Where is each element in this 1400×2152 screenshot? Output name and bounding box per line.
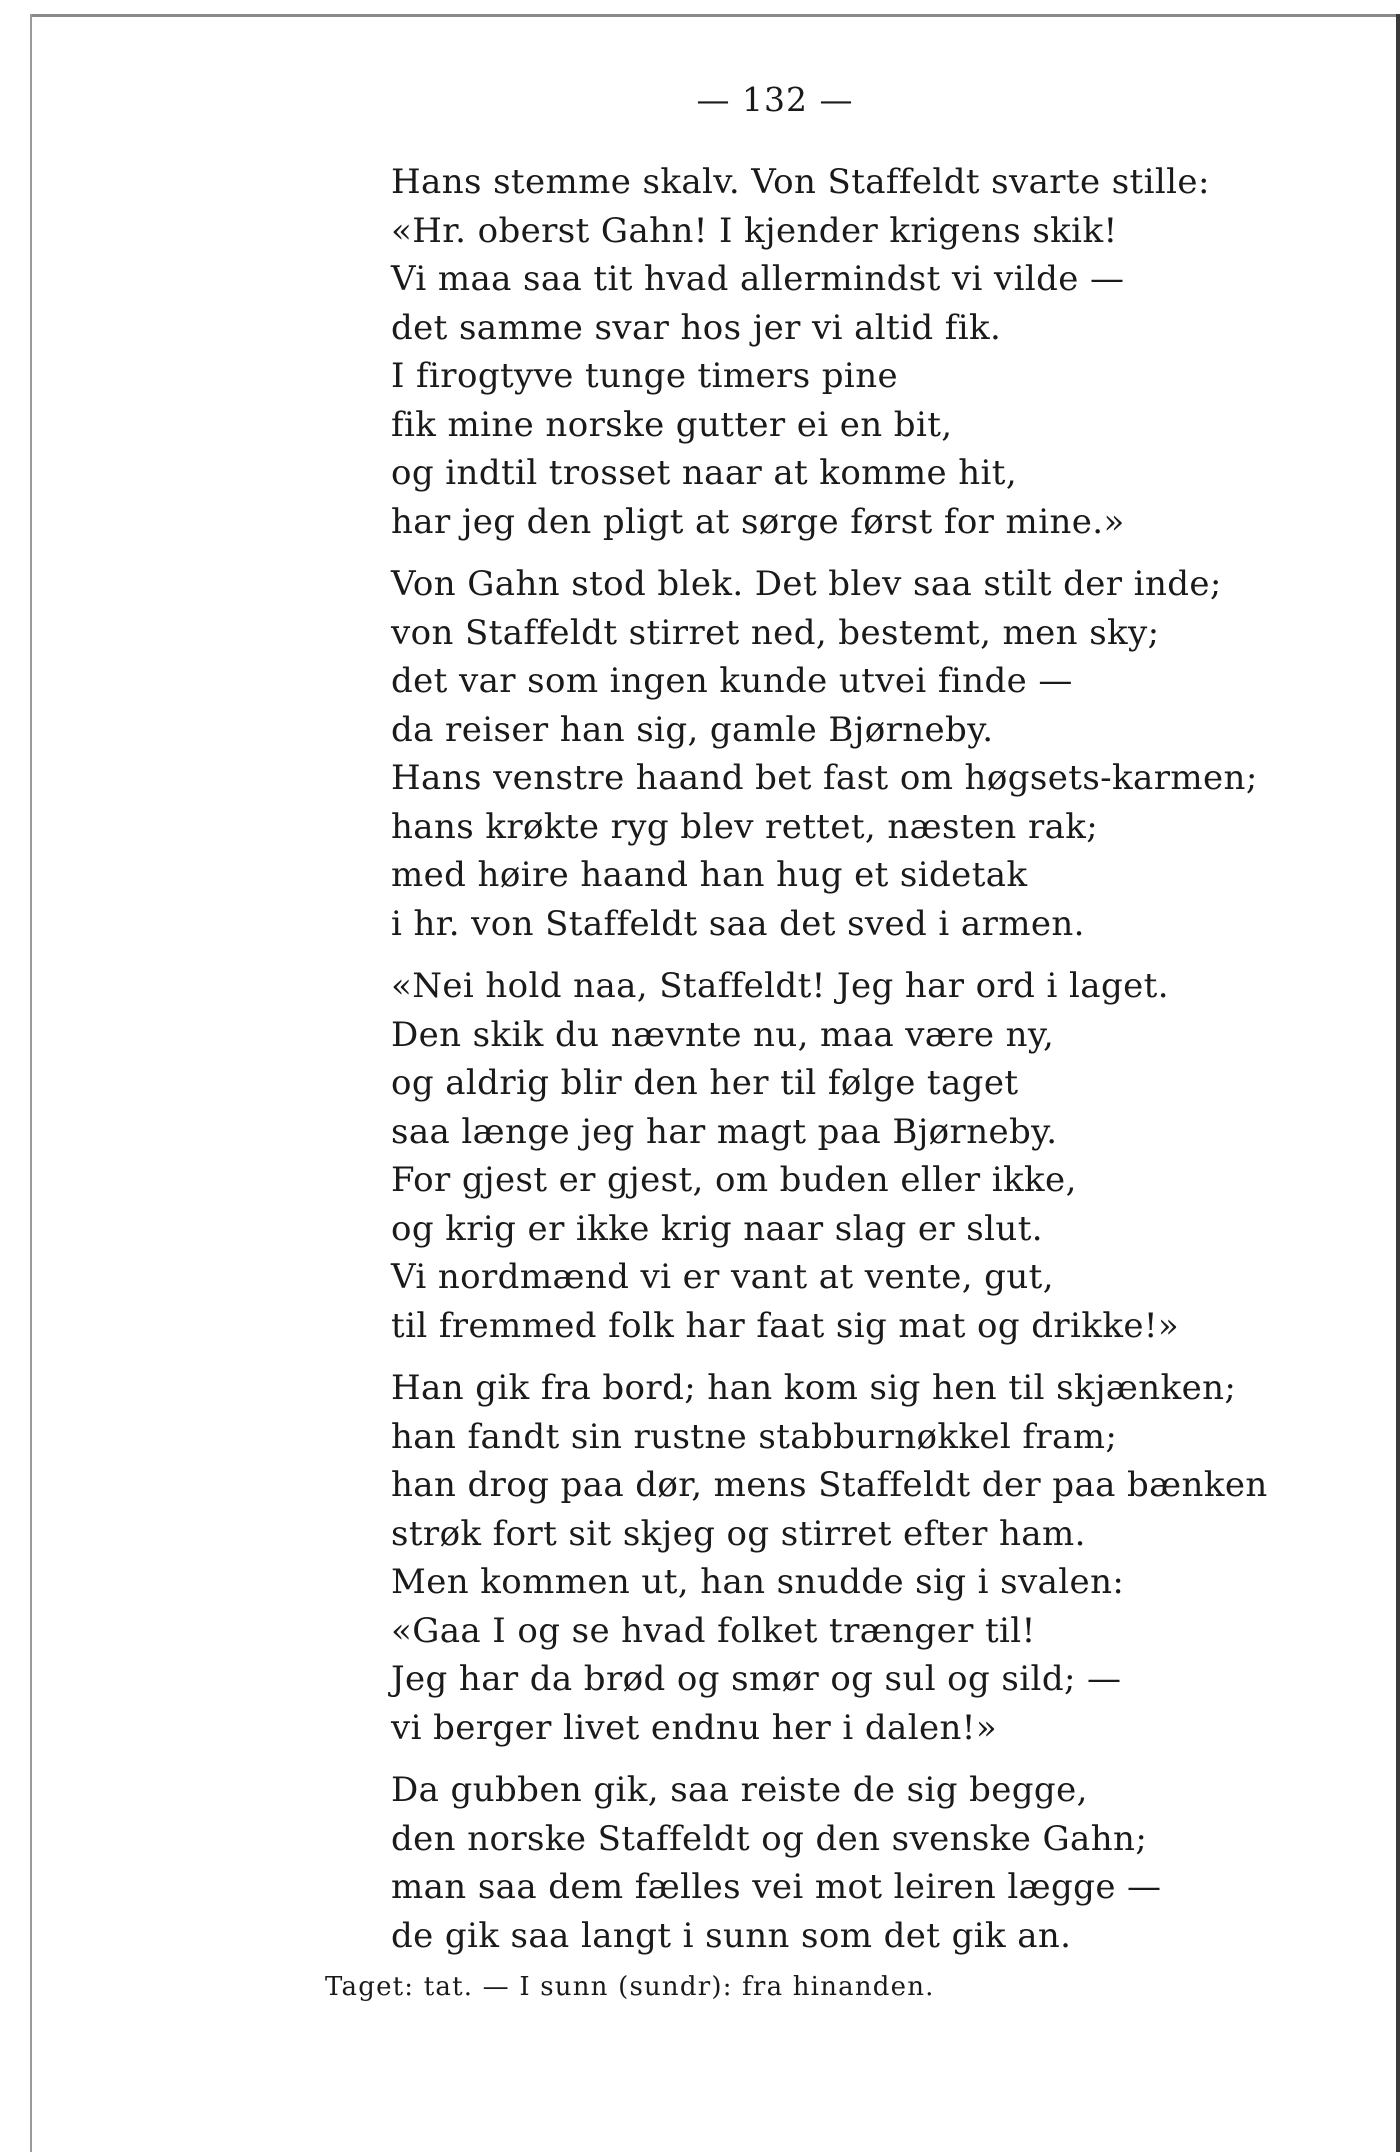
poem-line: saa længe jeg har magt paa Bjørneby. <box>391 1111 1058 1152</box>
poem-line: man saa dem fælles vei mot leiren lægge — <box>391 1867 1162 1907</box>
poem-line: Den skik du nævnte nu, maa være ny, <box>391 1014 1055 1055</box>
poem <box>391 158 1341 1960</box>
stanza-5 <box>391 1766 1341 1960</box>
poem-line: det samme svar hos jer vi altid fik. <box>391 307 1002 348</box>
poem-line: han fandt sin rustne stabburnøkkel fram; <box>391 1416 1118 1457</box>
poem-line: Hans stemme skalv. Von Staffeldt svarte stille: <box>391 162 1210 202</box>
stanza-3 <box>391 962 1341 1350</box>
poem-line: den norske Staffeldt og den svenske Gahn; <box>391 1818 1148 1859</box>
stanza-gap <box>391 1752 1341 1766</box>
poem-line: hans krøkte ryg blev rettet, næsten rak; <box>391 806 1099 847</box>
poem-line: von Staffeldt stirret ned, bestemt, men sky; <box>391 612 1160 653</box>
poem-line: med høire haand han hug et sidetak <box>391 855 1028 895</box>
poem-line: de gik saa langt i sunn som det gik an. <box>391 1915 1072 1956</box>
poem-line: og krig er ikke krig naar slag er slut. <box>391 1208 1043 1249</box>
poem-line: Von Gahn stod blek. Det blev saa stilt der inde; <box>391 564 1222 604</box>
poem-line: Da gubben gik, saa reiste de sig begge, <box>391 1770 1088 1810</box>
poem-line: fik mine norske gutter ei en bit, <box>391 404 953 445</box>
poem-line: og indtil trosset naar at komme hit, <box>391 453 1018 493</box>
footnote: Taget: tat. — I sunn (sundr): fra hinanden. <box>325 1972 935 2002</box>
poem-line: Han gik fra bord; han kom sig hen til skjænken; <box>391 1368 1237 1408</box>
poem-line: han drog paa dør, mens Staffeldt der paa bænken <box>391 1465 1268 1505</box>
poem-line: Hans venstre haand bet fast om høgsets-karmen; <box>391 758 1258 798</box>
page-number: — 132 — <box>696 80 854 119</box>
stanza-gap <box>391 948 1341 962</box>
poem-line: Men kommen ut, han snudde sig i svalen: <box>391 1562 1125 1602</box>
poem-line: vi berger livet endnu her i dalen!» <box>391 1707 998 1748</box>
stanza-1 <box>391 158 1341 546</box>
poem-line: til fremmed folk har faat sig mat og drikke!» <box>391 1305 1180 1346</box>
poem-line: i hr. von Staffeldt saa det sved i armen. <box>391 903 1085 944</box>
poem-line: strøk fort sit skjeg og stirret efter ham. <box>391 1513 1086 1554</box>
stanza-gap <box>391 546 1341 560</box>
poem-line: Vi nordmænd vi er vant at vente, gut, <box>391 1257 1054 1297</box>
stanza-4 <box>391 1364 1341 1752</box>
stanza-gap <box>391 1350 1341 1364</box>
poem-line: «Nei hold naa, Staffeldt! Jeg har ord i laget. <box>391 966 1169 1006</box>
stanza-2 <box>391 560 1341 948</box>
poem-line: I firogtyve tunge timers pine <box>391 356 899 396</box>
poem-line: og aldrig blir den her til følge taget <box>391 1063 1019 1103</box>
poem-line: «Hr. oberst Gahn! I kjender krigens skik! <box>391 210 1118 251</box>
poem-line: «Gaa I og se hvad folket trænger til! <box>391 1610 1036 1651</box>
poem-line: da reiser han sig, gamle Bjørneby. <box>391 709 994 750</box>
poem-line: har jeg den pligt at sørge først for mine.» <box>391 501 1125 542</box>
poem-line: det var som ingen kunde utvei finde — <box>391 661 1073 701</box>
poem-line: For gjest er gjest, om buden eller ikke, <box>391 1160 1077 1200</box>
poem-line: Vi maa saa tit hvad allermindst vi vilde — <box>391 259 1125 299</box>
poem-line: Jeg har da brød og smør og sul og sild; — <box>391 1659 1122 1699</box>
